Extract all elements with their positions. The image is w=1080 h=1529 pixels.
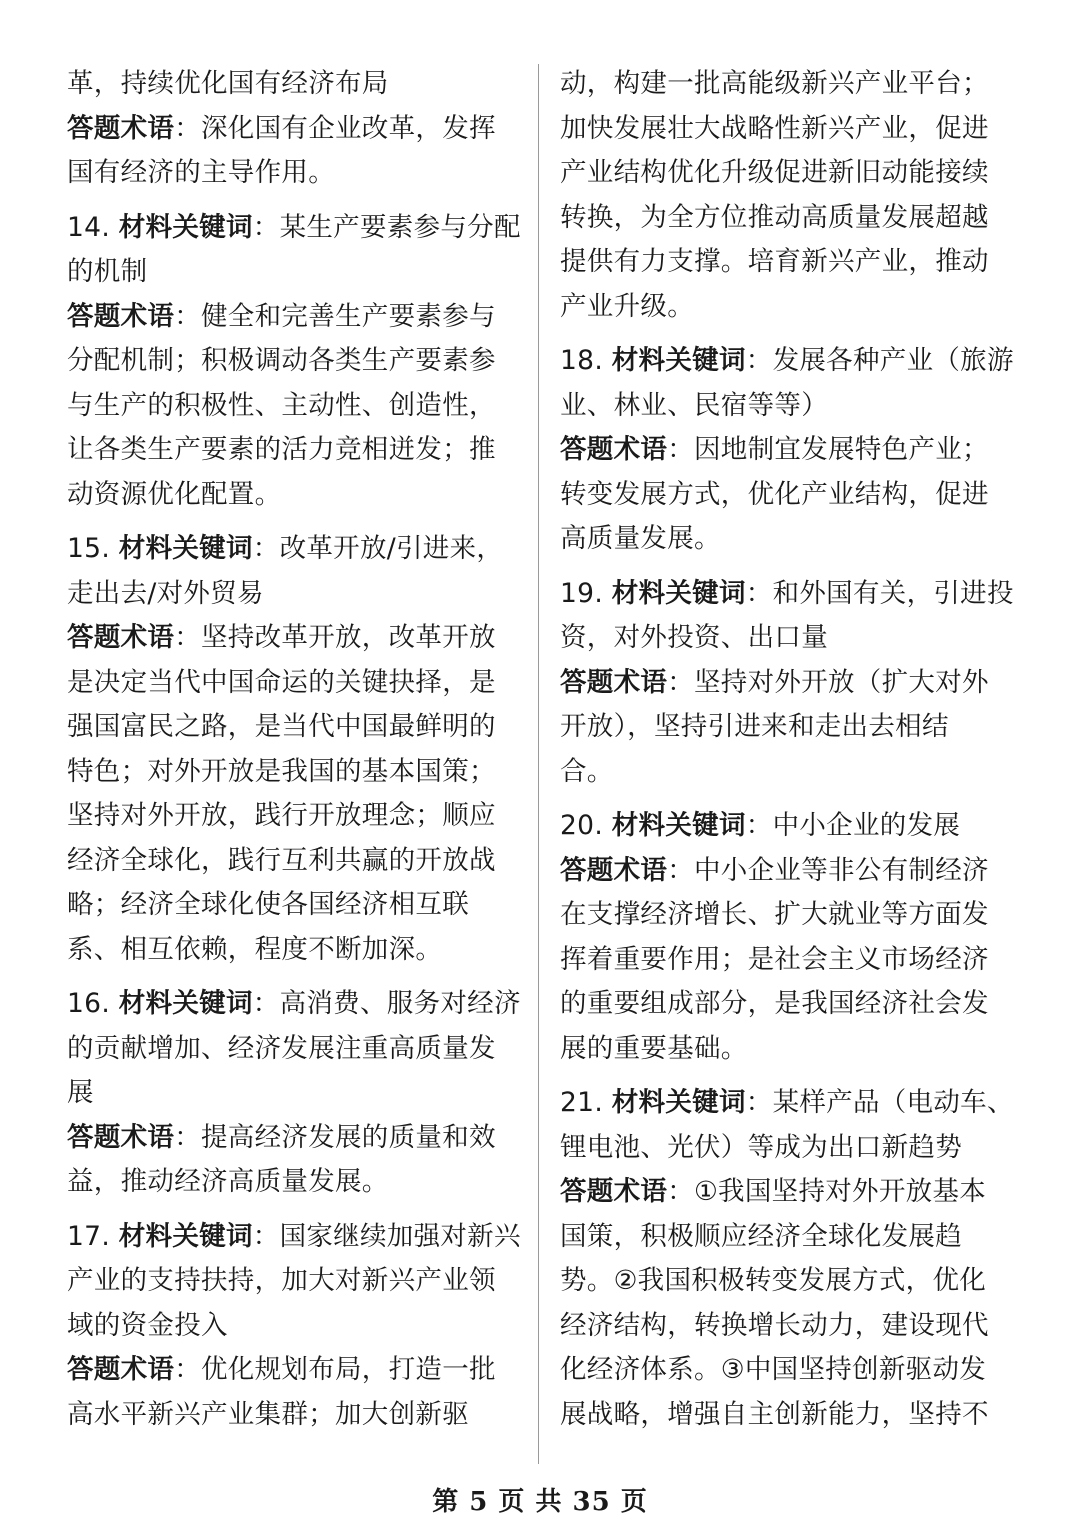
answer-term-label: 答题术语 — [67, 112, 175, 144]
text-line — [67, 616, 515, 661]
line-text: ：因地制宜发展特色产业； — [667, 434, 989, 465]
text-line — [560, 661, 1012, 706]
line-text: 合。 — [560, 755, 614, 787]
line-text: 高质量发展。 — [560, 523, 721, 554]
line-text: ：坚持改革开放，改革开放 — [174, 622, 496, 653]
line-text: ：发展各种产业（旅游 — [745, 345, 1014, 376]
right-column — [560, 62, 1012, 1437]
text-line — [67, 794, 515, 839]
line-text: 的机制 — [67, 256, 148, 287]
line-text: 开放），坚持引进来和走出去相结 — [560, 711, 949, 742]
line-text: ：深化国有企业改革，发挥 — [174, 112, 496, 144]
text-line — [67, 384, 515, 429]
text-line — [67, 572, 515, 617]
text-line — [560, 1081, 1012, 1126]
line-text: 经济全球化，践行互利共赢的开放战 — [67, 844, 496, 876]
line-text: 提供有力支撑。培育新兴产业，推动 — [560, 246, 989, 277]
text-line — [560, 1393, 1012, 1438]
line-text: 势。②我国积极转变发展方式，优化 — [560, 1265, 987, 1296]
keyword-label: 材料关键词 — [611, 345, 746, 376]
line-text: 走出去/对外贸易 — [67, 577, 264, 609]
text-line — [560, 473, 1012, 518]
text-line — [67, 206, 521, 251]
text-line — [67, 107, 515, 152]
line-text: 经济结构，转换增长动力，建设现代 — [560, 1309, 989, 1341]
text-line — [67, 1348, 515, 1393]
item-number: 21. — [560, 1087, 612, 1118]
text-line — [67, 1027, 515, 1072]
text-line — [67, 1259, 515, 1304]
text-line — [560, 151, 1012, 196]
text-line — [560, 196, 1012, 241]
line-text: 是决定当代中国命运的关键抉择，是 — [67, 666, 496, 698]
text-line — [67, 839, 515, 884]
text-line — [560, 517, 1012, 562]
item-number: 19. — [560, 577, 612, 609]
text-line — [560, 849, 1012, 894]
text-line — [67, 250, 515, 295]
line-text: ：中小企业等非公有制经济 — [667, 854, 989, 886]
line-text: ：提高经济发展的质量和效 — [174, 1121, 496, 1153]
line-text: 转变发展方式，优化产业结构，促进 — [560, 478, 989, 510]
text-line — [560, 1126, 1012, 1171]
text-line — [560, 616, 1012, 661]
line-text: 益，推动经济高质量发展。 — [67, 1166, 389, 1197]
line-text: 锂电池、光伏）等成为出口新趋势 — [560, 1131, 962, 1163]
text-line — [67, 339, 515, 384]
text-line — [67, 151, 515, 196]
text-line — [67, 1071, 515, 1116]
answer-term-label: 答题术语 — [560, 434, 668, 465]
line-text: 挥着重要作用；是社会主义市场经济 — [560, 943, 989, 975]
text-line — [560, 339, 1012, 384]
text-line — [560, 572, 1012, 617]
text-line — [67, 295, 515, 340]
line-text: 产业的支持扶持，加大对新兴产业领 — [67, 1265, 496, 1296]
keyword-label: 材料关键词 — [118, 1220, 253, 1252]
text-line — [67, 750, 515, 795]
line-text: 资，对外投资、出口量 — [560, 622, 828, 653]
line-text: ：改革开放/引进来， — [252, 533, 504, 564]
item-number: 20. — [560, 810, 612, 841]
text-line — [560, 1170, 1012, 1215]
text-line — [67, 1304, 515, 1349]
text-line — [67, 928, 515, 973]
line-text: 革，持续优化国有经济布局 — [67, 68, 389, 99]
text-line — [67, 473, 515, 518]
answer-term-label: 答题术语 — [67, 622, 175, 653]
answer-term-label: 答题术语 — [560, 854, 668, 886]
line-text: 分配机制；积极调动各类生产要素参 — [67, 345, 496, 376]
text-line — [560, 705, 1012, 750]
text-line — [560, 1304, 1012, 1349]
line-text: 国策，积极顺应经济全球化发展趋 — [560, 1220, 962, 1252]
line-text: 系、相互依赖，程度不断加深。 — [67, 933, 443, 965]
page-footer: 第 5 页 共 35 页 — [432, 1487, 648, 1517]
line-text: 坚持对外开放，践行开放理念；顺应 — [67, 800, 496, 831]
text-line — [560, 384, 1012, 429]
keyword-label: 材料关键词 — [118, 988, 253, 1019]
text-line — [560, 893, 1012, 938]
line-text: 让各类生产要素的活力竞相迸发；推 — [67, 434, 496, 465]
answer-term-label: 答题术语 — [560, 1176, 668, 1207]
line-text: 展的重要基础。 — [560, 1032, 748, 1064]
line-text: ：某生产要素参与分配 — [252, 211, 521, 243]
text-line — [560, 804, 1012, 849]
item-number: 16. — [67, 988, 119, 1019]
line-text: 化经济体系。③中国坚持创新驱动发 — [560, 1354, 987, 1385]
item-number: 14. — [67, 211, 119, 243]
keyword-label: 材料关键词 — [118, 211, 253, 243]
line-text: 动，构建一批高能级新兴产业平台； — [560, 68, 989, 99]
keyword-label: 材料关键词 — [611, 577, 746, 609]
text-line — [560, 428, 1012, 473]
text-line — [67, 62, 515, 107]
answer-term-label: 答题术语 — [67, 300, 175, 332]
text-line — [67, 883, 515, 928]
text-line — [560, 107, 1012, 152]
item-number: 17. — [67, 1220, 119, 1252]
line-text: 业、林业、民宿等等） — [560, 389, 828, 421]
line-text: 加快发展壮大战略性新兴产业，促进 — [560, 112, 989, 144]
line-text: 高水平新兴产业集群；加大创新驱 — [67, 1398, 469, 1430]
line-text: ：坚持对外开放（扩大对外 — [667, 666, 989, 698]
line-text: 展 — [67, 1077, 94, 1108]
line-text: 略；经济全球化使各国经济相互联 — [67, 889, 469, 920]
line-text: ：某样产品（电动车、 — [745, 1087, 1014, 1118]
line-text: ：国家继续加强对新兴 — [252, 1220, 521, 1252]
keyword-label: 材料关键词 — [611, 1087, 746, 1118]
text-line — [67, 1393, 515, 1438]
text-line — [67, 1215, 521, 1260]
text-line — [67, 982, 521, 1027]
answer-term-label: 答题术语 — [67, 1121, 175, 1153]
text-line — [560, 750, 1012, 795]
line-text: 强国富民之路，是当代中国最鲜明的 — [67, 711, 496, 742]
item-number: 15. — [67, 533, 119, 564]
text-line — [560, 285, 1012, 330]
text-line — [560, 240, 1012, 285]
line-text: ：优化规划布局，打造一批 — [174, 1354, 496, 1385]
line-text: ：①我国坚持对外开放基本 — [667, 1176, 987, 1207]
keyword-label: 材料关键词 — [118, 533, 253, 564]
answer-term-label: 答题术语 — [560, 666, 668, 698]
text-line — [560, 938, 1012, 983]
left-column — [67, 62, 521, 1437]
line-text: ：健全和完善生产要素参与 — [174, 300, 496, 332]
line-text: 展战略，增强自主创新能力，坚持不 — [560, 1398, 989, 1430]
text-line — [67, 661, 515, 706]
text-line — [67, 1116, 515, 1161]
line-text: 的贡献增加、经济发展注重高质量发 — [67, 1032, 496, 1064]
line-text: 产业升级。 — [560, 290, 694, 322]
text-line — [560, 62, 1012, 107]
line-text: 产业结构优化升级促进新旧动能接续 — [560, 157, 989, 188]
text-line — [560, 1348, 1012, 1393]
line-text: ：和外国有关，引进投 — [745, 577, 1014, 609]
text-line — [560, 1215, 1012, 1260]
line-text: 转换，为全方位推动高质量发展超越 — [560, 201, 989, 233]
keyword-label: 材料关键词 — [611, 810, 746, 841]
text-line — [560, 1027, 1012, 1072]
column-divider — [538, 64, 539, 1464]
text-line — [560, 1259, 1012, 1304]
item-number: 18. — [560, 345, 612, 376]
line-text: ：中小企业的发展 — [745, 810, 961, 841]
line-text: ：高消费、服务对经济 — [252, 988, 521, 1019]
text-line — [67, 428, 515, 473]
line-text: 在支撑经济增长、扩大就业等方面发 — [560, 899, 989, 930]
text-line — [67, 527, 515, 572]
text-line — [67, 1160, 515, 1205]
text-line — [67, 705, 515, 750]
line-text: 特色；对外开放是我国的基本国策； — [67, 755, 496, 787]
line-text: 与生产的积极性、主动性、创造性， — [67, 389, 496, 421]
line-text: 域的资金投入 — [67, 1309, 228, 1341]
line-text: 国有经济的主导作用。 — [67, 157, 335, 188]
line-text: 动资源优化配置。 — [67, 478, 282, 510]
line-text: 的重要组成部分，是我国经济社会发 — [560, 988, 989, 1019]
answer-term-label: 答题术语 — [67, 1354, 175, 1385]
text-line — [560, 982, 1012, 1027]
